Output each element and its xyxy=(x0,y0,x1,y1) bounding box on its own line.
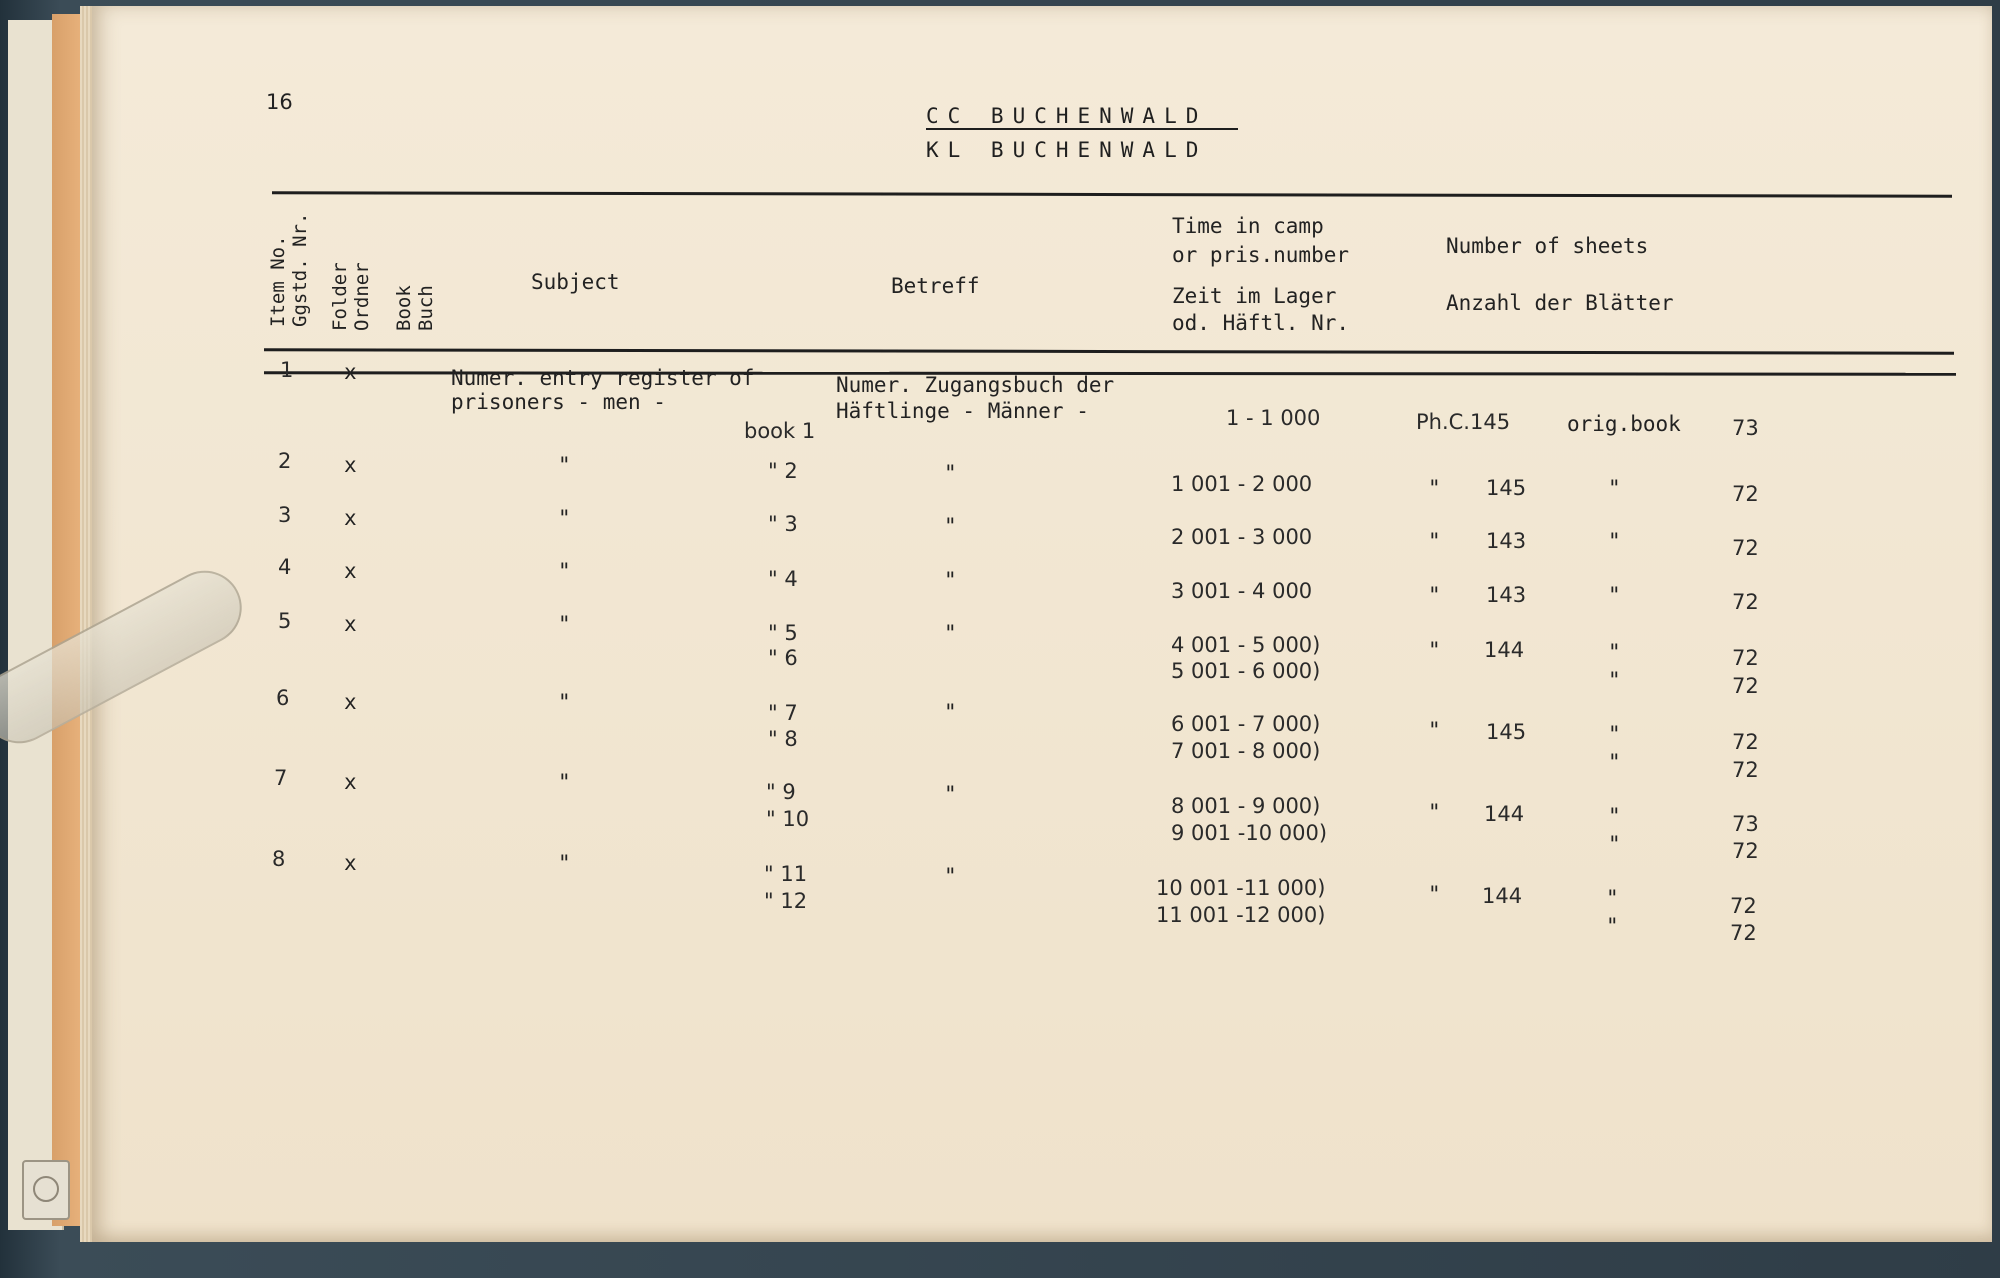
subject-text: Numer. entry register of xyxy=(451,366,755,390)
photocopy-ditto: " xyxy=(1428,638,1441,662)
folder-mark: x xyxy=(344,612,357,636)
book-number: " 12 xyxy=(764,889,808,913)
photocopy-number: 144 xyxy=(1484,802,1525,826)
sheet-count: 72 xyxy=(1732,758,1759,782)
folder-mark: x xyxy=(344,690,357,714)
sheet-count: 72 xyxy=(1732,536,1759,560)
time-range: 3 001 - 4 000 xyxy=(1171,579,1313,603)
photocopy-number: 145 xyxy=(1486,476,1527,500)
time-range: 11 001 -12 000) xyxy=(1156,903,1326,927)
header-time-de-1: Zeit im Lager xyxy=(1172,284,1337,308)
betreff-ditto: " xyxy=(944,461,957,485)
folder-mark: x xyxy=(344,770,357,794)
header-sheets-de: Anzahl der Blätter xyxy=(1446,291,1674,315)
photocopy-number: 143 xyxy=(1486,529,1527,553)
sheet-count: 73 xyxy=(1732,812,1759,836)
orig-book: orig.book xyxy=(1567,412,1681,436)
book-number: " 8 xyxy=(768,727,798,751)
header-subject: Subject xyxy=(531,270,620,294)
header-book: Book xyxy=(393,285,415,331)
archive-stamp-icon xyxy=(22,1160,70,1220)
photocopy-number: 144 xyxy=(1484,638,1525,662)
title-de: KL BUCHENWALD xyxy=(926,138,1208,162)
subject-ditto: " xyxy=(558,851,571,875)
item-number: 1 xyxy=(280,358,294,382)
book-number: " 6 xyxy=(768,646,798,670)
betreff-ditto: " xyxy=(944,621,957,645)
sheet-count: 72 xyxy=(1732,482,1759,506)
time-range: 5 001 - 6 000) xyxy=(1171,659,1321,683)
photocopy-ditto: " xyxy=(1428,718,1441,742)
time-range: 8 001 - 9 000) xyxy=(1171,794,1321,818)
book-number: " 4 xyxy=(768,567,798,591)
item-number: 5 xyxy=(278,609,292,633)
time-range: 7 001 - 8 000) xyxy=(1171,739,1321,763)
folder-mark: x xyxy=(344,506,357,530)
header-item-no: Item No. xyxy=(267,235,289,327)
sheet-count: 72 xyxy=(1732,674,1759,698)
time-range: 4 001 - 5 000) xyxy=(1171,633,1321,657)
photocopy-ditto: " xyxy=(1428,529,1441,553)
book-number: book 1 xyxy=(744,419,816,443)
betreff-ditto: " xyxy=(944,864,957,888)
header-time-en-1: Time in camp xyxy=(1172,214,1324,238)
header-folder: Folder xyxy=(329,262,351,331)
time-range: 1 001 - 2 000 xyxy=(1171,472,1313,496)
photocopy-ref: Ph.C.145 xyxy=(1416,410,1511,434)
header-betreff: Betreff xyxy=(891,274,980,298)
title-en: CC BUCHENWALD xyxy=(926,104,1208,128)
time-range: 9 001 -10 000) xyxy=(1171,821,1328,845)
folder-mark: x xyxy=(344,453,357,477)
orig-ditto: " xyxy=(1608,529,1621,553)
orig-ditto: " xyxy=(1608,583,1621,607)
photocopy-number: 143 xyxy=(1486,583,1527,607)
book-number: " 9 xyxy=(766,780,796,804)
time-range: 2 001 - 3 000 xyxy=(1171,525,1313,549)
orig-ditto: " xyxy=(1608,832,1621,856)
photocopy-ditto: " xyxy=(1428,800,1441,824)
photocopy-ditto: " xyxy=(1428,882,1441,906)
item-number: 6 xyxy=(276,686,290,710)
photocopy-ditto: " xyxy=(1428,476,1441,500)
orig-ditto: " xyxy=(1608,640,1621,664)
subject-ditto: " xyxy=(558,453,571,477)
book-number: " 2 xyxy=(768,459,798,483)
orig-ditto: " xyxy=(1608,804,1621,828)
header-buch: Buch xyxy=(415,285,437,331)
photocopy-number: 145 xyxy=(1486,720,1527,744)
sheet-count: 72 xyxy=(1732,730,1759,754)
item-number: 2 xyxy=(278,449,292,473)
folder-mark: x xyxy=(344,559,357,583)
orig-ditto: " xyxy=(1606,914,1619,938)
header-time-de-2: od. Häftl. Nr. xyxy=(1172,311,1350,335)
sheet-count: 73 xyxy=(1732,416,1759,440)
book-number: " 5 xyxy=(768,621,798,645)
header-sheets-en: Number of sheets xyxy=(1446,234,1649,258)
book-number: " 10 xyxy=(766,807,810,831)
page-number: 16 xyxy=(266,90,293,114)
item-number: 7 xyxy=(274,766,288,790)
subject-ditto: " xyxy=(558,690,571,714)
book-number: " 11 xyxy=(764,862,808,886)
sheet-count: 72 xyxy=(1732,590,1759,614)
subject-ditto: " xyxy=(558,612,571,636)
header-ggstd-nr: Ggstd. Nr. xyxy=(289,212,311,327)
betreff-ditto: " xyxy=(944,782,957,806)
folder-mark: x xyxy=(344,360,357,384)
betreff-ditto: " xyxy=(944,568,957,592)
orig-ditto: " xyxy=(1606,886,1619,910)
sheet-count: 72 xyxy=(1732,839,1759,863)
sheet-count: 72 xyxy=(1730,921,1757,945)
item-number: 8 xyxy=(272,847,286,871)
orig-ditto: " xyxy=(1608,750,1621,774)
photocopy-number: 144 xyxy=(1482,884,1523,908)
time-range: 1 - 1 000 xyxy=(1226,406,1321,430)
betreff-ditto: " xyxy=(944,514,957,538)
subject-text: prisoners - men - xyxy=(451,390,666,414)
item-number: 4 xyxy=(278,555,292,579)
betreff-ditto: " xyxy=(944,700,957,724)
orig-ditto: " xyxy=(1608,668,1621,692)
betreff-text: Häftlinge - Männer - xyxy=(836,399,1089,423)
sheet-count: 72 xyxy=(1732,646,1759,670)
book-number: " 7 xyxy=(768,701,798,725)
orig-ditto: " xyxy=(1608,722,1621,746)
subject-ditto: " xyxy=(558,770,571,794)
orig-ditto: " xyxy=(1608,476,1621,500)
subject-ditto: " xyxy=(558,506,571,530)
time-range: 10 001 -11 000) xyxy=(1156,876,1326,900)
subject-ditto: " xyxy=(558,559,571,583)
folder-mark: x xyxy=(344,851,357,875)
header-ordner: Ordner xyxy=(351,262,373,331)
title-underline xyxy=(926,128,1238,130)
photocopy-ditto: " xyxy=(1428,583,1441,607)
betreff-text: Numer. Zugangsbuch der xyxy=(836,373,1115,397)
time-range: 6 001 - 7 000) xyxy=(1171,712,1321,736)
item-number: 3 xyxy=(278,503,292,527)
sheet-count: 72 xyxy=(1730,894,1757,918)
book-number: " 3 xyxy=(768,512,798,536)
header-time-en-2: or pris.number xyxy=(1172,243,1350,267)
